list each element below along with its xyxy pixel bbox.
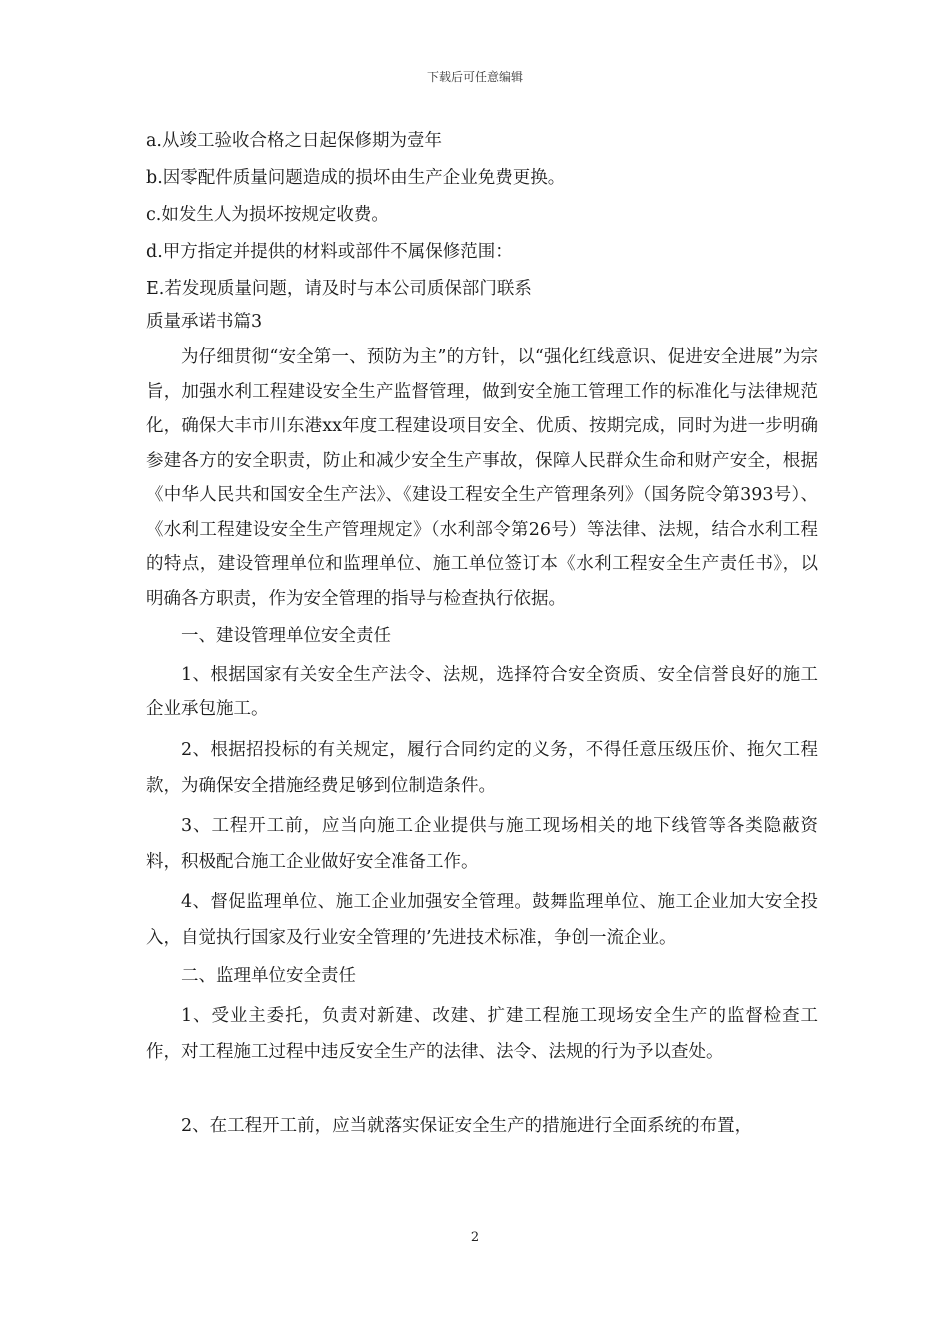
document-body [146, 124, 818, 1142]
section-title: 质量承诺书篇3 [146, 312, 263, 332]
list-item-a: a.从竣工验收合格之日起保修期为壹年 [146, 131, 442, 151]
list-item-d: d.甲方指定并提供的材料或部件不属保修范围： [146, 242, 513, 262]
section-1-item-2: 2、根据招投标的有关规定，履行合同约定的义务，不得任意压级压价、拖欠工程款，为确保安全措施经费足够到位制造条件。 [146, 740, 818, 796]
page-number: 2 [470, 1230, 480, 1245]
heading-construction-management: 一、建设管理单位安全责任 [181, 626, 391, 646]
list-item-e: E.若发现质量问题，请及时与本公司质保部门联系 [146, 279, 532, 299]
section-2-item-2: 2、在工程开工前，应当就落实保证安全生产的措施进行全面系统的布置， [181, 1116, 753, 1136]
section-1-item-3: 3、工程开工前，应当向施工企业提供与施工现场相关的地下线管等各类隐蔽资料，积极配合施工企业做好安全准备工作。 [146, 816, 818, 872]
section-2-item-1: 1、受业主委托，负责对新建、改建、扩建工程施工现场安全生产的监督检查工作，对工程施工过程中违反安全生产的法律、法令、法规的行为予以查处。 [146, 1006, 818, 1062]
list-item-c: c.如发生人为损坏按规定收费。 [146, 205, 389, 225]
list-item-b: b.因零配件质量问题造成的损坏由生产企业免费更换。 [146, 168, 566, 188]
page-header-note: 下载后可任意编辑 [426, 70, 523, 84]
intro-paragraph: 为仔细贯彻“安全第一、预防为主”的方针，以“强化红线意识、促进安全进展”为宗旨，加强水利工程建设安全生产监督管理，做到安全施工管理工作的标准化与法律规范化，确保大丰市川东港xx年度工程建设项目安全、优质、按期完成，同时为进一步明确参建各方的安全职责，防止和减少安全生产事故，保障人民群众生命和财产安全，根据《中华人民共和国安全生产法》、《建设工程安全生产管理条列》（国务院令第393号）、《水利工程建设安全生产管理规定》（水利部令第26号）等法律、法规，结合水利工程的特点，建设管理单位和监理单位、施工单位签订本《水利工程安全生产责任书》，以明确各方职责，作为安全管理的指导与检查执行依据。 [146, 347, 818, 609]
section-1-item-1: 1、根据国家有关安全生产法令、法规，选择符合安全资质、安全信誉良好的施工企业承包施工。 [146, 665, 818, 719]
heading-supervision: 二、监理单位安全责任 [181, 966, 356, 986]
section-1-item-4: 4、督促监理单位、施工企业加强安全管理。鼓舞监理单位、施工企业加大安全投入，自觉执行国家及行业安全管理的’先进技术标准，争创一流企业。 [146, 892, 818, 948]
